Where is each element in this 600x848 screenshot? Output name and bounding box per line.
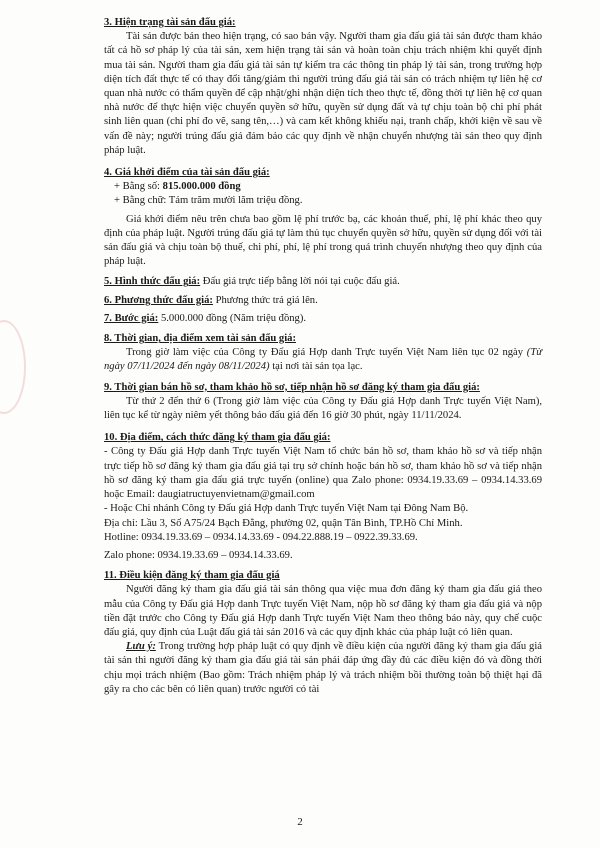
section-10-hotline: Hotline: 0934.19.33.69 – 0934.14.33.69 - 094.22.888.19 – 0922.39.33.69. [104, 531, 418, 543]
section-4-words: + Bằng chữ: Tám trăm mười lăm triệu đồng. [114, 195, 303, 207]
section-7: 7. Bước giá: 5.000.000 đồng (Năm triệu đồng). [104, 312, 307, 324]
document-page [104, 14, 542, 697]
section-4-text: Giá khởi điểm nêu trên chưa bao gồm lệ phí trước bạ, các khoản thuế, phí, lệ phí khác theo quy định của pháp luật. Người trúng đấu giá tự làm thủ tục chuyển quyền sở hữu, quyền sử dụng đối với tài sản đấu giá và chịu toàn bộ thuế, chi phí, phí, lệ phí trong quá trình chuyển nhượng theo quy định của pháp luật. [104, 213, 542, 268]
section-10-zalo: Zalo phone: 0934.19.33.69 – 0934.14.33.69. [104, 549, 293, 561]
section-4-number: + Bằng số: 815.000.000 đồng [114, 181, 241, 193]
section-11-note: Lưu ý: Trong trường hợp pháp luật có quy định về điều kiện của người đăng ký tham gia đấu giá tài sản thì người đăng ký tham gia đấu giá tài sản phải đáp ứng đầy đủ các điều kiện đó và đồng thời chịu mọi trách nhiệm (Bao gồm: Trách nhiệm pháp lý và trách nhiệm bồi thường toàn bộ thiệt hại đã gây ra cho các bên có liên quan) trước người có tài [104, 641, 542, 695]
section-11-text: Người đăng ký tham gia đấu giá tài sản thông qua việc mua đơn đăng ký tham gia đấu giá theo mẫu của Công ty Đấu giá Hợp danh Trực tuyến Việt Nam, nộp hồ sơ đăng ký tham gia đấu giá và nộp tiền đặt trước cho Công ty Đấu giá Hợp danh Trực tuyến Việt Nam theo thông báo này, quy chế cuộc đấu giá, quy định của Luật đấu giá tài sản 2016 và các quy định khác của pháp luật có liên quan. [104, 584, 542, 638]
section-3-text: Tài sản được bán theo hiện trạng, có sao bán vậy. Người tham gia đấu giá tài sản được tham khảo tất cả hồ sơ pháp lý của tài sản, xem hiện trạng tài sản và hoàn toàn chịu trách nhiệm khi quyết định mua tài sản. Người tham gia đấu giá tài sản tự kiểm tra các thông tin pháp lý tài sản, trong trường hợp diện tích đất thực tế có thay đổi tăng/giảm thì người trúng đấu giá tài sản có trách nhiệm tự liên hệ cơ quan nhà nước có thẩm quyền để cập nhật/ghi nhận diện tích theo thực tế, đồng thời tự liên hệ cơ quan nhà nước để thực hiện việc chuyển quyền sở hữu, quyền sử dụng đất và tự chịu toàn bộ chi phí phát sinh liên quan (chi phí đo vẽ, sang tên,…) và cam kết không khiếu nại, tranh chấp, khởi kiện về sau về vấn đề này; người trúng đấu giá đảm bảo các quy định về nhận chuyển nhượng tài sản theo quy định pháp luật. [104, 31, 542, 156]
section-3-heading: 3. Hiện trạng tài sản đấu giá: [104, 17, 236, 28]
stamp-mark [0, 320, 26, 414]
section-10-text-1: - Công ty Đấu giá Hợp danh Trực tuyến Việt Nam tổ chức bán hồ sơ, tham khảo hồ sơ và tiếp nhận trực tiếp hồ sơ đăng ký tham gia đấu giá tại trụ sở chính hoặc bán hồ sơ, tham khảo hồ sơ và tiếp nhận hồ sơ đăng ký tham gia đấu giá trực tuyến (online) qua Zalo phone: 0934.19.33.69 – 0934.14.33.69 hoặc Email: daugiatructuyenvietnam@gmail.com [104, 446, 542, 501]
section-10-address: Địa chỉ: Lầu 3, Số A75/24 Bạch Đằng, phường 02, quận Tân Bình, TP.Hồ Chí Minh. [104, 517, 463, 529]
section-5: 5. Hình thức đấu giá: Đấu giá trực tiếp bằng lời nói tại cuộc đấu giá. [104, 276, 400, 288]
page-number: 2 [297, 816, 303, 828]
section-10-heading: 10. Địa điểm, cách thức đăng ký tham gia đấu giá: [104, 432, 331, 444]
section-8-text: Trong giờ làm việc của Công ty Đấu giá Hợp danh Trực tuyến Việt Nam liên tục 02 ngày (Từ ngày 07/11/2024 đến ngày 08/11/2024) tại nơi tài sản tọa lạc. [104, 347, 542, 373]
section-9-heading: 9. Thời gian bán hồ sơ, tham khảo hồ sơ, tiếp nhận hồ sơ đăng ký tham gia đấu giá: [104, 381, 480, 393]
section-10-text-2: - Hoặc Chi nhánh Công ty Đấu giá Hợp danh Trực tuyến Việt Nam tại Đông Nam Bộ. [104, 503, 469, 515]
section-4-heading: 4. Giá khởi điểm của tài sản đấu giá: [104, 167, 270, 179]
section-6: 6. Phương thức đấu giá: Phương thức trả giá lên. [104, 294, 318, 306]
section-11-heading: 11. Điều kiện đăng ký tham gia đấu giá [104, 570, 280, 582]
section-8-heading: 8. Thời gian, địa điểm xem tài sản đấu giá: [104, 333, 296, 345]
section-9-text: Từ thứ 2 đến thứ 6 (Trong giờ làm việc của Công ty Đấu giá Hợp danh Trực tuyến Việt Nam), liên tục kể từ ngày niêm yết thông báo đấu giá đến 16 giờ 30 phút, ngày 11/11/2024. [104, 395, 542, 422]
